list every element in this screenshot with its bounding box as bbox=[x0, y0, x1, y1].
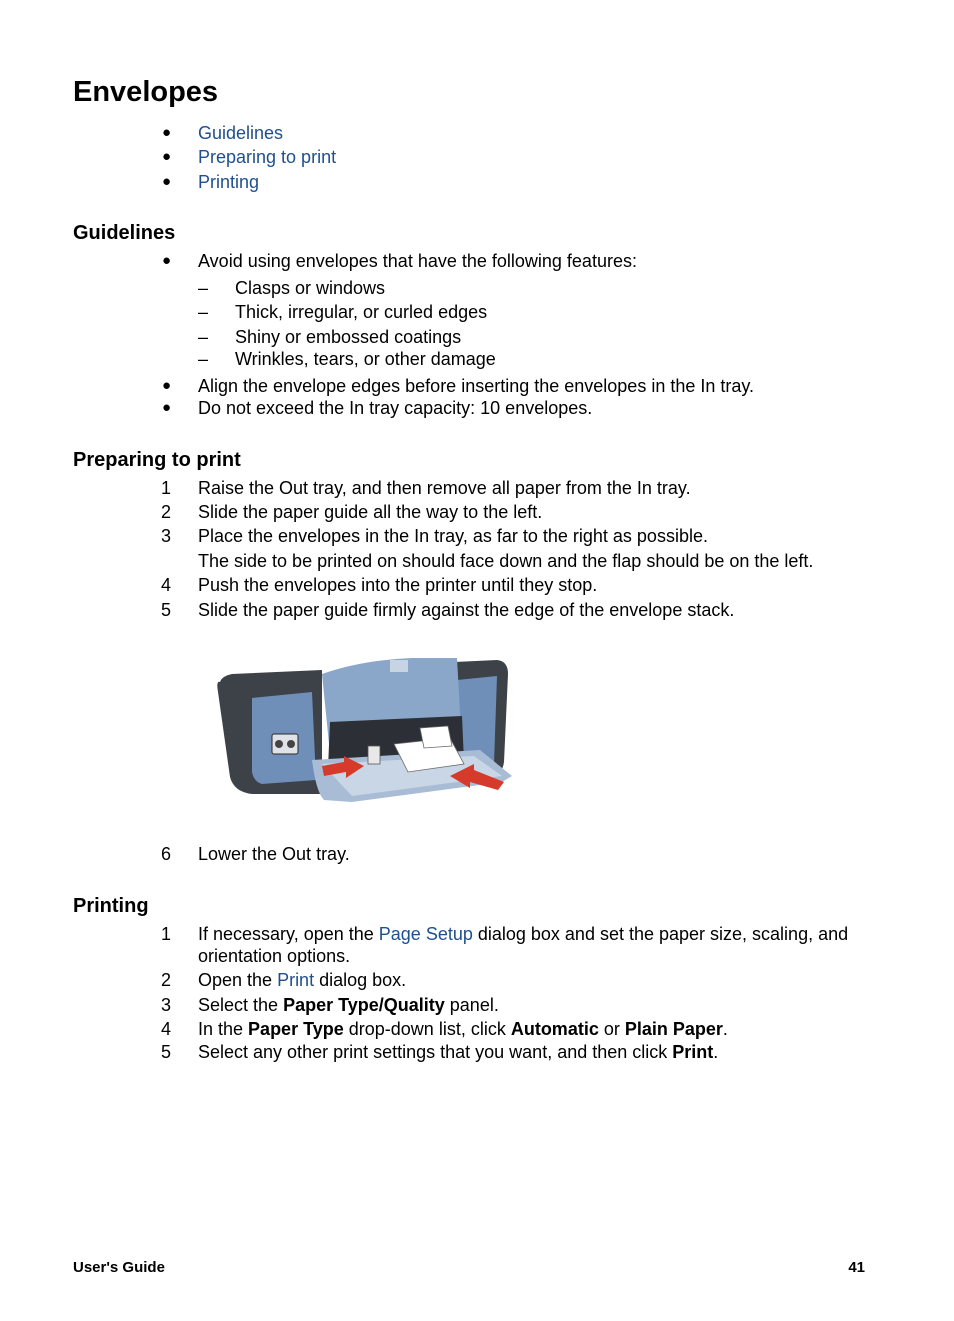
page-setup-link[interactable]: Page Setup bbox=[378, 924, 473, 944]
dash: – bbox=[198, 302, 209, 322]
bullet: ● bbox=[162, 148, 172, 165]
toc-link-guidelines[interactable]: Guidelines bbox=[198, 123, 284, 143]
step-number: 4 bbox=[161, 1019, 172, 1039]
guidelines-heading: Guidelines bbox=[73, 222, 176, 244]
step-number: 3 bbox=[161, 995, 172, 1015]
bullet: ● bbox=[162, 252, 172, 269]
prep-step-text: Slide the paper guide all the way to the left. bbox=[198, 502, 543, 522]
dash: – bbox=[198, 327, 209, 347]
step-number: 2 bbox=[161, 970, 172, 990]
prep-step-text: Slide the paper guide firmly against the edge of the envelope stack. bbox=[198, 600, 735, 620]
printer-illustration bbox=[212, 652, 518, 810]
bullet: ● bbox=[162, 377, 172, 394]
footer-page-number: 41 bbox=[848, 1259, 865, 1276]
page-title: Envelopes bbox=[73, 76, 219, 108]
avoid-item: Wrinkles, tears, or other damage bbox=[235, 349, 496, 369]
step-number: 2 bbox=[161, 502, 172, 522]
step-number: 3 bbox=[161, 526, 172, 546]
avoid-item: Shiny or embossed coatings bbox=[235, 327, 462, 347]
print-step-2: Open the Print dialog box. bbox=[198, 970, 407, 990]
preparing-heading: Preparing to print bbox=[73, 449, 241, 471]
capacity-guideline: Do not exceed the In tray capacity: 10 envelopes. bbox=[198, 398, 593, 418]
avoid-item: Clasps or windows bbox=[235, 278, 386, 298]
prep-step-text: Push the envelopes into the printer until they stop. bbox=[198, 575, 598, 595]
align-guideline: Align the envelope edges before inserting the envelopes in the In tray. bbox=[198, 376, 755, 396]
toc-link-preparing[interactable]: Preparing to print bbox=[198, 147, 337, 167]
printing-heading: Printing bbox=[73, 895, 149, 917]
dash: – bbox=[198, 349, 209, 369]
print-step-3: Select the Paper Type/Quality panel. bbox=[198, 995, 499, 1015]
step-number: 4 bbox=[161, 575, 172, 595]
step-number: 5 bbox=[161, 600, 172, 620]
prep-step-text: Place the envelopes in the In tray, as far to the right as possible. bbox=[198, 526, 708, 546]
print-step-5: Select any other print settings that you want, and then click Print. bbox=[198, 1042, 719, 1062]
print-step-1-cont: orientation options. bbox=[198, 946, 351, 966]
prep-step-note: The side to be printed on should face down and the flap should be on the left. bbox=[198, 551, 814, 571]
step-number: 6 bbox=[161, 844, 172, 864]
bullet: ● bbox=[162, 173, 172, 190]
avoid-intro: Avoid using envelopes that have the following features: bbox=[198, 251, 637, 271]
dash: – bbox=[198, 278, 209, 298]
bullet: ● bbox=[162, 124, 172, 141]
prep-step-text: Lower the Out tray. bbox=[198, 844, 350, 864]
print-step-4: In the Paper Type drop-down list, click Automatic or Plain Paper. bbox=[198, 1019, 728, 1039]
step-number: 1 bbox=[161, 924, 172, 944]
footer-guide-title: User's Guide bbox=[73, 1259, 165, 1276]
avoid-item: Thick, irregular, or curled edges bbox=[235, 302, 488, 322]
prep-step-text: Raise the Out tray, and then remove all paper from the In tray. bbox=[198, 478, 691, 498]
step-number: 1 bbox=[161, 478, 172, 498]
toc-link-printing[interactable]: Printing bbox=[198, 172, 260, 192]
step-number: 5 bbox=[161, 1042, 172, 1062]
print-dialog-link[interactable]: Print bbox=[277, 970, 315, 990]
print-step-1: If necessary, open the Page Setup dialog box and set the paper size, scaling, and bbox=[198, 924, 849, 944]
bullet: ● bbox=[162, 399, 172, 416]
